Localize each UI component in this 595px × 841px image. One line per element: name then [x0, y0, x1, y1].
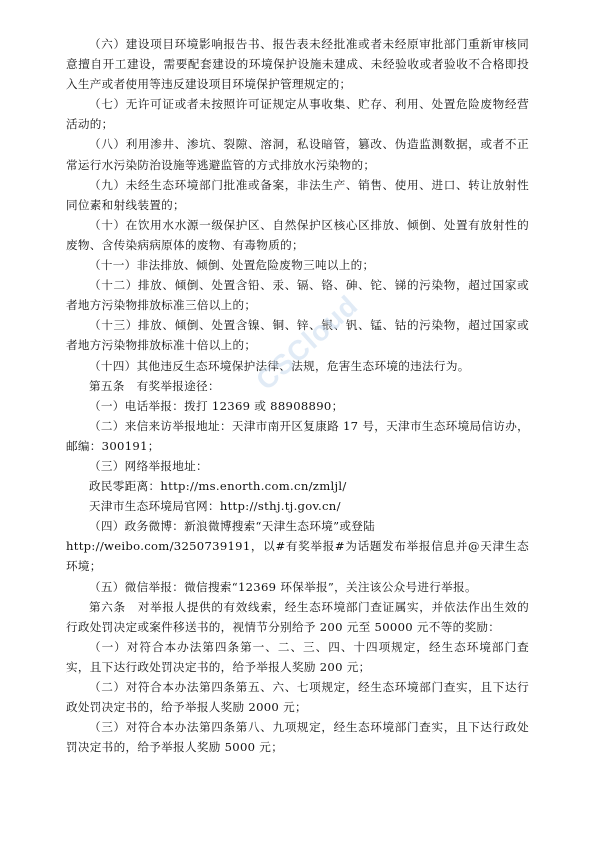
report-channel-weibo: （四）政务微博：新浪微博搜索“天津生态环境”或登陆 — [89, 519, 376, 534]
reward-item-1: （一）对符合本办法第四条第一、二、三、四、十四项规定，经生态环境部门查实，且下达行政处罚决定书的，给予举报人奖励 200 元； — [66, 639, 529, 674]
report-channel-letter: （二）来信来访举报地址：天津市南开区复康路 17 号，天津市生态环境局信访办，邮编：300191； — [66, 418, 529, 453]
item-7: （七）无许可证或者未按照许可证规定从事收集、贮存、利用、处置危险废物经营活动的； — [66, 97, 529, 132]
report-channel-online: （三）网络举报地址： — [89, 458, 208, 473]
report-channel-wechat: （五）微信举报：微信搜索“12369 环保举报”，关注该公众号进行举报。 — [89, 579, 477, 594]
item-6: （六）建设项目环境影响报告书、报告表未经批准或者未经原审批部门重新审核同意擅自开工建设，需要配套建设的环境保护设施未建成、未经验收或者验收不合格即投入生产或者使用等违反建设项目环境保护管理规定的； — [66, 37, 529, 92]
item-9: （九）未经生态环境部门批准或备案，非法生产、销售、使用、进口、转让放射性同位素和射线装置的； — [66, 177, 529, 212]
item-11: （十一）非法排放、倾倒、处置危险废物三吨以上的； — [89, 258, 375, 273]
online-link-sthj: 天津市生态环境局官网：http://sthj.tj.gov.cn/ — [89, 499, 341, 514]
online-link-zmljl: 政民零距离：http://ms.enorth.com.cn/zmljl/ — [89, 479, 347, 494]
report-channel-phone: （一）电话举报：拨打 12369 或 88908890； — [89, 398, 344, 413]
item-10: （十）在饮用水水源一级保护区、自然保护区核心区排放、倾倒、处置有放射性的废物、含传染病病原体的废物、有毒物质的； — [66, 217, 529, 252]
weibo-link-line: http://weibo.com/3250739191，以#有奖举报#为话题发布举报信息并@天津生态环境； — [66, 539, 529, 574]
item-12: （十二）排放、倾倒、处置含铅、汞、镉、铬、砷、铊、锑的污染物，超过国家或者地方污染物排放标准三倍以上的； — [66, 278, 529, 313]
item-14: （十四）其他违反生态环境保护法律、法规，危害生态环境的违法行为。 — [89, 358, 470, 373]
article-6-heading: 第六条 对举报人提供的有效线索，经生态环境部门查证属实，并依法作出生效的行政处罚决定或案件移送书的，视情节分别给予 200 元至 50000 元不等的奖励： — [66, 599, 529, 634]
item-8: （八）利用渗井、渗坑、裂隙、溶洞，私设暗管，篡改、伪造监测数据，或者不正常运行水污染防治设施等逃避监管的方式排放水污染物的； — [66, 137, 529, 172]
watermark: CSCloud — [250, 289, 364, 397]
item-13: （十三）排放、倾倒、处置含镍、铜、锌、银、钒、锰、钴的污染物，超过国家或者地方污染物排放标准十倍以上的； — [66, 318, 529, 353]
reward-item-2: （二）对符合本办法第四条第五、六、七项规定，经生态环境部门查实，且下达行政处罚决定书的，给予举报人奖励 2000 元； — [66, 680, 529, 715]
article-5-heading: 第五条 有奖举报途径： — [89, 378, 220, 393]
reward-item-3: （三）对符合本办法第四条第八、九项规定，经生态环境部门查实，且下达行政处罚决定书的，给予举报人奖励 5000 元； — [66, 720, 529, 755]
